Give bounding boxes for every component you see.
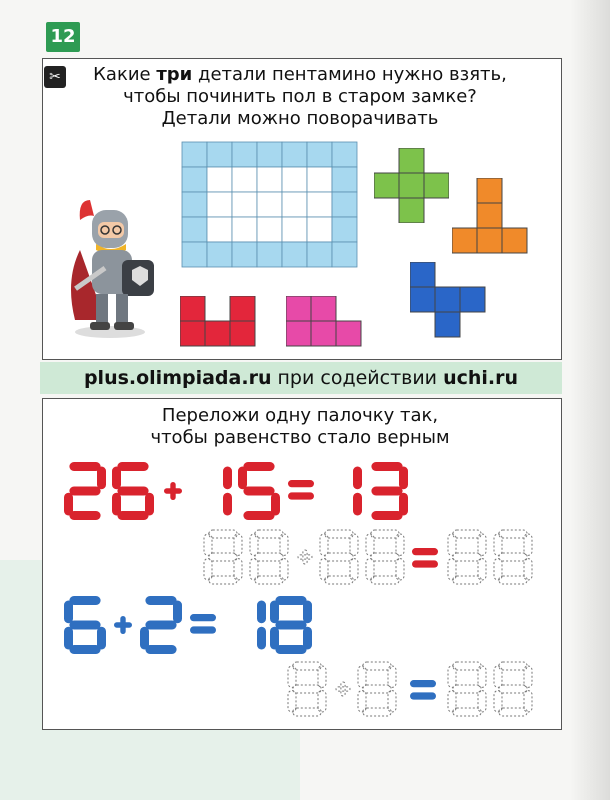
matchstick-segment — [478, 534, 486, 555]
matchstick-segment — [325, 553, 353, 561]
matchstick-segment — [350, 534, 358, 555]
matchstick-segment — [350, 559, 358, 580]
matchstick-segment — [499, 685, 527, 693]
matchstick-segment — [371, 462, 402, 471]
matchstick-segment — [371, 553, 399, 561]
matchstick-segment — [255, 553, 283, 561]
matchstick-segment — [494, 691, 502, 712]
matchstick-segment — [293, 708, 321, 716]
matchstick-segment — [371, 487, 402, 496]
matchstick-plus-h — [336, 687, 350, 691]
matchstick-segment — [303, 601, 312, 624]
matchstick-plus-v — [170, 482, 175, 500]
matchstick-plus-h — [298, 555, 312, 559]
matchstick-segment — [325, 576, 353, 584]
matchstick-segment — [320, 534, 328, 555]
matchstick-segment — [97, 627, 106, 650]
matchstick-segment — [494, 559, 502, 580]
matchstick-segment — [243, 487, 274, 496]
task2-line2: чтобы равенство стало верным — [150, 427, 450, 448]
matchstick-segment — [453, 662, 481, 670]
matchstick-segment — [223, 467, 232, 490]
matchstick-segment — [270, 627, 279, 650]
matchstick-segment — [293, 662, 321, 670]
matchstick-segment — [524, 559, 532, 580]
matchstick-segment — [478, 559, 486, 580]
banner-site: plus.olimpiada.ru — [83, 367, 272, 389]
matchstick-segment — [363, 685, 391, 693]
matchstick-segment — [280, 534, 288, 555]
matchstick-segment — [388, 691, 396, 712]
matchstick-segment — [453, 576, 481, 584]
matchstick-equals-bottom — [190, 626, 216, 633]
matchstick-segment — [145, 645, 176, 654]
matchstick-segment — [453, 685, 481, 693]
matchstick-segment — [69, 596, 100, 605]
matchstick-segment — [64, 601, 73, 624]
matchstick-segment — [288, 666, 296, 687]
matchstick-segment — [366, 534, 374, 555]
matchstick-segment — [318, 691, 326, 712]
task2-line1: Переложи одну палочку так, — [161, 405, 439, 426]
matchstick-segment — [499, 530, 527, 538]
task1-line1-post: детали пентамино нужно взять, — [192, 64, 507, 85]
matchstick-segment — [250, 534, 258, 555]
matchstick-segment — [399, 467, 408, 490]
matchstick-equals-bottom — [288, 492, 314, 499]
task1-line1-bold: три — [156, 64, 193, 85]
matchstick-segment — [145, 493, 154, 516]
matchstick-segment — [388, 666, 396, 687]
matchstick-segment — [524, 666, 532, 687]
matchstick-plus-v — [303, 550, 307, 564]
matchstick-segment — [288, 691, 296, 712]
matchstick-segment — [363, 708, 391, 716]
matchstick-segment — [353, 467, 362, 490]
matchstick-segment — [499, 708, 527, 716]
matchstick-segment — [478, 666, 486, 687]
matchstick-segment — [243, 462, 274, 471]
matchstick-segment — [293, 685, 321, 693]
matchstick-segment — [371, 511, 402, 520]
matchstick-segment — [223, 493, 232, 516]
matchstick-segment — [97, 467, 106, 490]
matchstick-segment — [353, 493, 362, 516]
task1-line1-pre: Какие — [93, 64, 157, 85]
matchstick-segment — [358, 691, 366, 712]
matchstick-segment — [173, 601, 182, 624]
task1-line3: Детали можно поворачивать — [161, 108, 439, 129]
matchstick-equals-top — [412, 548, 438, 555]
matchstick-segment — [69, 621, 100, 630]
matchstick-segment — [494, 534, 502, 555]
matchstick-segment — [499, 553, 527, 561]
matchstick-segment — [145, 596, 176, 605]
matchstick-segment — [270, 601, 279, 624]
matchstick-segment — [255, 530, 283, 538]
matchstick-segment — [318, 666, 326, 687]
matchstick-segment — [494, 666, 502, 687]
matchstick-segment — [499, 662, 527, 670]
matchstick-segment — [363, 662, 391, 670]
matchstick-segment — [524, 691, 532, 712]
matchstick-equals-bottom — [410, 692, 436, 699]
matchstick-segment — [453, 708, 481, 716]
matchstick-segment — [257, 627, 266, 650]
matchstick-segment — [69, 511, 100, 520]
matchstick-plus-v — [341, 682, 345, 696]
matchstick-segment — [250, 559, 258, 580]
matchstick-plus-v — [120, 616, 125, 634]
matchstick-segment — [325, 530, 353, 538]
matchstick-segment — [320, 559, 328, 580]
matchstick-segment — [209, 553, 237, 561]
matchstick-segment — [371, 530, 399, 538]
task1-line2: чтобы починить пол в старом замке? — [123, 86, 477, 107]
matchstick-segment — [117, 511, 148, 520]
banner-partner: uchi.ru — [443, 367, 519, 389]
page-number: 12 — [46, 22, 80, 52]
matchstick-segment — [234, 534, 242, 555]
matchstick-segment — [396, 534, 404, 555]
matchstick-segment — [499, 576, 527, 584]
matchstick-segment — [524, 534, 532, 555]
matchstick-segment — [243, 511, 274, 520]
matchstick-segment — [453, 553, 481, 561]
matchstick-segment — [69, 645, 100, 654]
matchstick-segment — [209, 576, 237, 584]
matchstick-equals-top — [288, 480, 314, 487]
matchstick-equals-bottom — [412, 560, 438, 567]
matchstick-segment — [112, 467, 121, 490]
matchstick-segment — [448, 534, 456, 555]
matchstick-segment — [275, 596, 306, 605]
matchstick-segment — [448, 691, 456, 712]
matchstick-segment — [209, 530, 237, 538]
matchstick-segment — [478, 691, 486, 712]
matchstick-segment — [371, 576, 399, 584]
matchstick-segment — [238, 467, 247, 490]
matchstick-segment — [453, 530, 481, 538]
banner-middle: при содействии — [271, 367, 444, 389]
matchstick-equals-top — [410, 680, 436, 687]
matchstick-segment — [396, 559, 404, 580]
matchstick-segment — [69, 487, 100, 496]
matchstick-equals-top — [190, 614, 216, 621]
matchstick-segment — [145, 621, 176, 630]
matchstick-segment — [204, 534, 212, 555]
matchstick-segment — [448, 666, 456, 687]
matchstick-segment — [448, 559, 456, 580]
matchstick-segment — [69, 462, 100, 471]
matchstick-segment — [366, 559, 374, 580]
matchstick-segment — [280, 559, 288, 580]
matchstick-segment — [234, 559, 242, 580]
scissors-icon: ✂ — [44, 66, 66, 88]
matchstick-segment — [358, 666, 366, 687]
matchstick-segment — [117, 487, 148, 496]
matchstick-segment — [204, 559, 212, 580]
matchstick-segment — [275, 621, 306, 630]
matchstick-segment — [275, 645, 306, 654]
matchstick-segment — [117, 462, 148, 471]
matchstick-segment — [255, 576, 283, 584]
matchstick-segment — [257, 601, 266, 624]
